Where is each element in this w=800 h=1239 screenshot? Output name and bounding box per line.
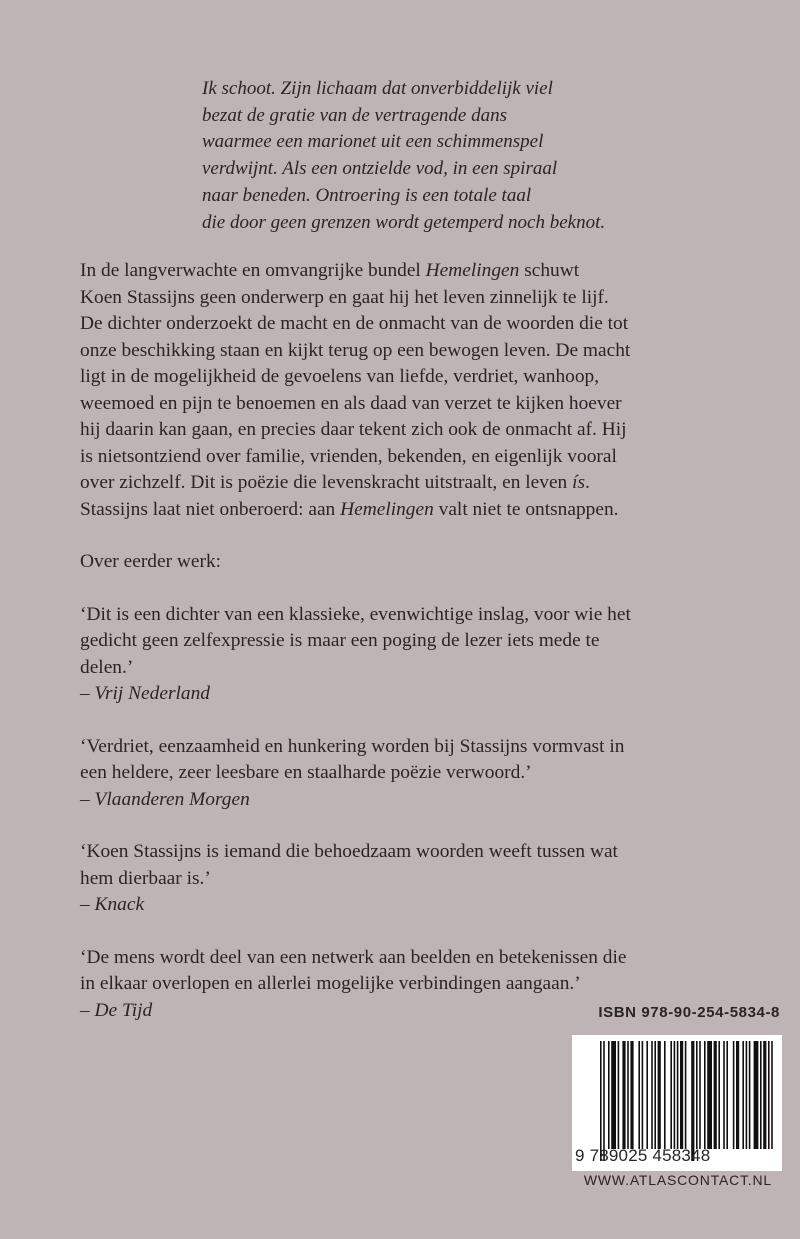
- barcode-bar: [600, 1041, 602, 1161]
- quote-source: – De Tijd: [80, 999, 153, 1021]
- barcode-bar: [742, 1041, 744, 1149]
- barcode-bar: [642, 1041, 644, 1149]
- barcode-bar: [680, 1041, 683, 1149]
- blurb-line: is nietsontziend over familie, vrienden, bekenden, en eigenlijk vooral: [80, 445, 617, 467]
- barcode-bar: [654, 1041, 656, 1149]
- barcode-bar: [603, 1041, 605, 1161]
- barcode-bar: [749, 1041, 751, 1149]
- isbn-label: ISBN 978-90-254-5834-8: [598, 1004, 780, 1021]
- barcode-bar: [677, 1041, 679, 1149]
- barcode-bar: [771, 1041, 773, 1149]
- poem-line: Ik schoot. Zijn lichaam dat onverbiddelijk viel: [202, 78, 553, 99]
- earlier-work-heading: Over eerder werk:: [80, 551, 222, 572]
- quote-line: ‘Dit is een dichter van een klassieke, evenwichtige inslag, voor wie het: [80, 603, 631, 625]
- barcode-digits: 9 789025 458348: [575, 1146, 711, 1165]
- blurb-line: onze beschikking staan en kijkt terug op een bewogen leven. De macht: [80, 339, 631, 361]
- barcode-bar: [699, 1041, 701, 1149]
- barcode-bar: [733, 1041, 735, 1149]
- quote-block: [80, 602, 770, 708]
- quote-line: gedicht geen zelfexpressie is maar een poging de lezer iets mede te: [80, 630, 600, 651]
- barcode-bar: [622, 1041, 625, 1149]
- barcode-bar: [630, 1041, 633, 1149]
- quote-line: ‘Verdriet, eenzaamheid en hunkering worden bij Stassijns vormvast in: [80, 735, 625, 757]
- quote-line: ‘Koen Stassijns is iemand die behoedzaam woorden weeft tussen wat: [80, 841, 618, 862]
- barcode-bar: [646, 1041, 648, 1149]
- back-cover-text: [80, 258, 770, 1024]
- barcode-bar: [726, 1041, 728, 1149]
- quote-line: delen.’: [80, 656, 134, 678]
- poem-line: die door geen grenzen wordt getemperd noch beknot.: [202, 211, 606, 233]
- barcode-bar: [674, 1041, 676, 1149]
- blurb-line: De dichter onderzoekt de macht en de onmacht van de woorden die tot: [80, 313, 629, 334]
- quote-source: – Knack: [80, 894, 145, 915]
- barcode-bar: [685, 1041, 687, 1149]
- blurb-line: over zichzelf. Dit is poëzie die levenskracht uitstraalt, en leven ís.: [80, 472, 590, 493]
- book-title: Hemelingen: [340, 498, 434, 520]
- blurb-line: weemoed en pijn te benoemen en als daad van verzet te kijken hoever: [80, 392, 622, 414]
- blurb-line: In de langverwachte en omvangrijke bundel Hemelingen schuwt: [80, 260, 580, 281]
- quote-line: hem dierbaar is.’: [80, 867, 211, 889]
- poem-line: bezat de gratie van de vertragende dans: [202, 104, 507, 126]
- poem-line: naar beneden. Ontroering is een totale taal: [202, 184, 532, 206]
- barcode-bar: [618, 1041, 620, 1149]
- poem-line: waarmee een marionet uit een schimmenspel: [202, 131, 544, 153]
- barcode-bar: [718, 1041, 720, 1149]
- poem-line: verdwijnt. Als een ontzielde vod, in een spiraal: [202, 158, 558, 180]
- barcode-bar: [768, 1041, 770, 1149]
- barcode-bar: [691, 1041, 694, 1161]
- barcode-bar: [754, 1041, 759, 1149]
- blurb-line: ligt in de mogelijkheid de gevoelens van liefde, verdriet, wanhoop,: [80, 366, 600, 387]
- blurb-line: hij daarin kan gaan, en precies daar tekent zich ook de onmacht af. Hij: [80, 419, 627, 440]
- barcode-bar: [638, 1041, 640, 1149]
- barcode-bar: [670, 1041, 672, 1149]
- quote-block: [80, 734, 770, 814]
- publisher-url: WWW.ATLASCONTACT.NL: [583, 1172, 772, 1188]
- quote-line: ‘De mens wordt deel van een netwerk aan beelden en betekenissen die: [80, 946, 627, 968]
- barcode-bar: [651, 1041, 653, 1149]
- quote-line: in elkaar overlopen en allerlei mogelijke verbindingen aangaan.’: [80, 973, 581, 994]
- blurb-line: Koen Stassijns geen onderwerp en gaat hij het leven zinnelijk te lijf.: [80, 286, 609, 308]
- poem-excerpt: [202, 76, 762, 236]
- barcode-bar: [714, 1041, 717, 1149]
- quote-block: [80, 839, 770, 919]
- barcode-bar: [746, 1041, 748, 1149]
- barcode-bar: [611, 1041, 616, 1149]
- quote-source: – Vrij Nederland: [80, 683, 210, 704]
- barcode-bar: [696, 1041, 698, 1149]
- barcode-bar: [760, 1041, 762, 1149]
- barcode-bar: [707, 1041, 712, 1149]
- barcode-bar: [723, 1041, 725, 1149]
- barcode-bar: [664, 1041, 666, 1149]
- barcode-bar: [608, 1041, 610, 1149]
- barcode-bar: [658, 1041, 661, 1149]
- blurb-line: Stassijns laat niet onberoerd: aan Hemelingen valt niet te ontsnappen.: [80, 498, 619, 520]
- book-title: Hemelingen: [425, 260, 520, 281]
- quote-source: – Vlaanderen Morgen: [80, 788, 250, 810]
- barcode-bar: [736, 1041, 739, 1149]
- barcode-bar: [627, 1041, 629, 1149]
- barcode-bar: [704, 1041, 706, 1149]
- barcode-bar: [763, 1041, 766, 1149]
- quote-line: een heldere, zeer leesbare en staalharde poëzie verwoord.’: [80, 762, 532, 783]
